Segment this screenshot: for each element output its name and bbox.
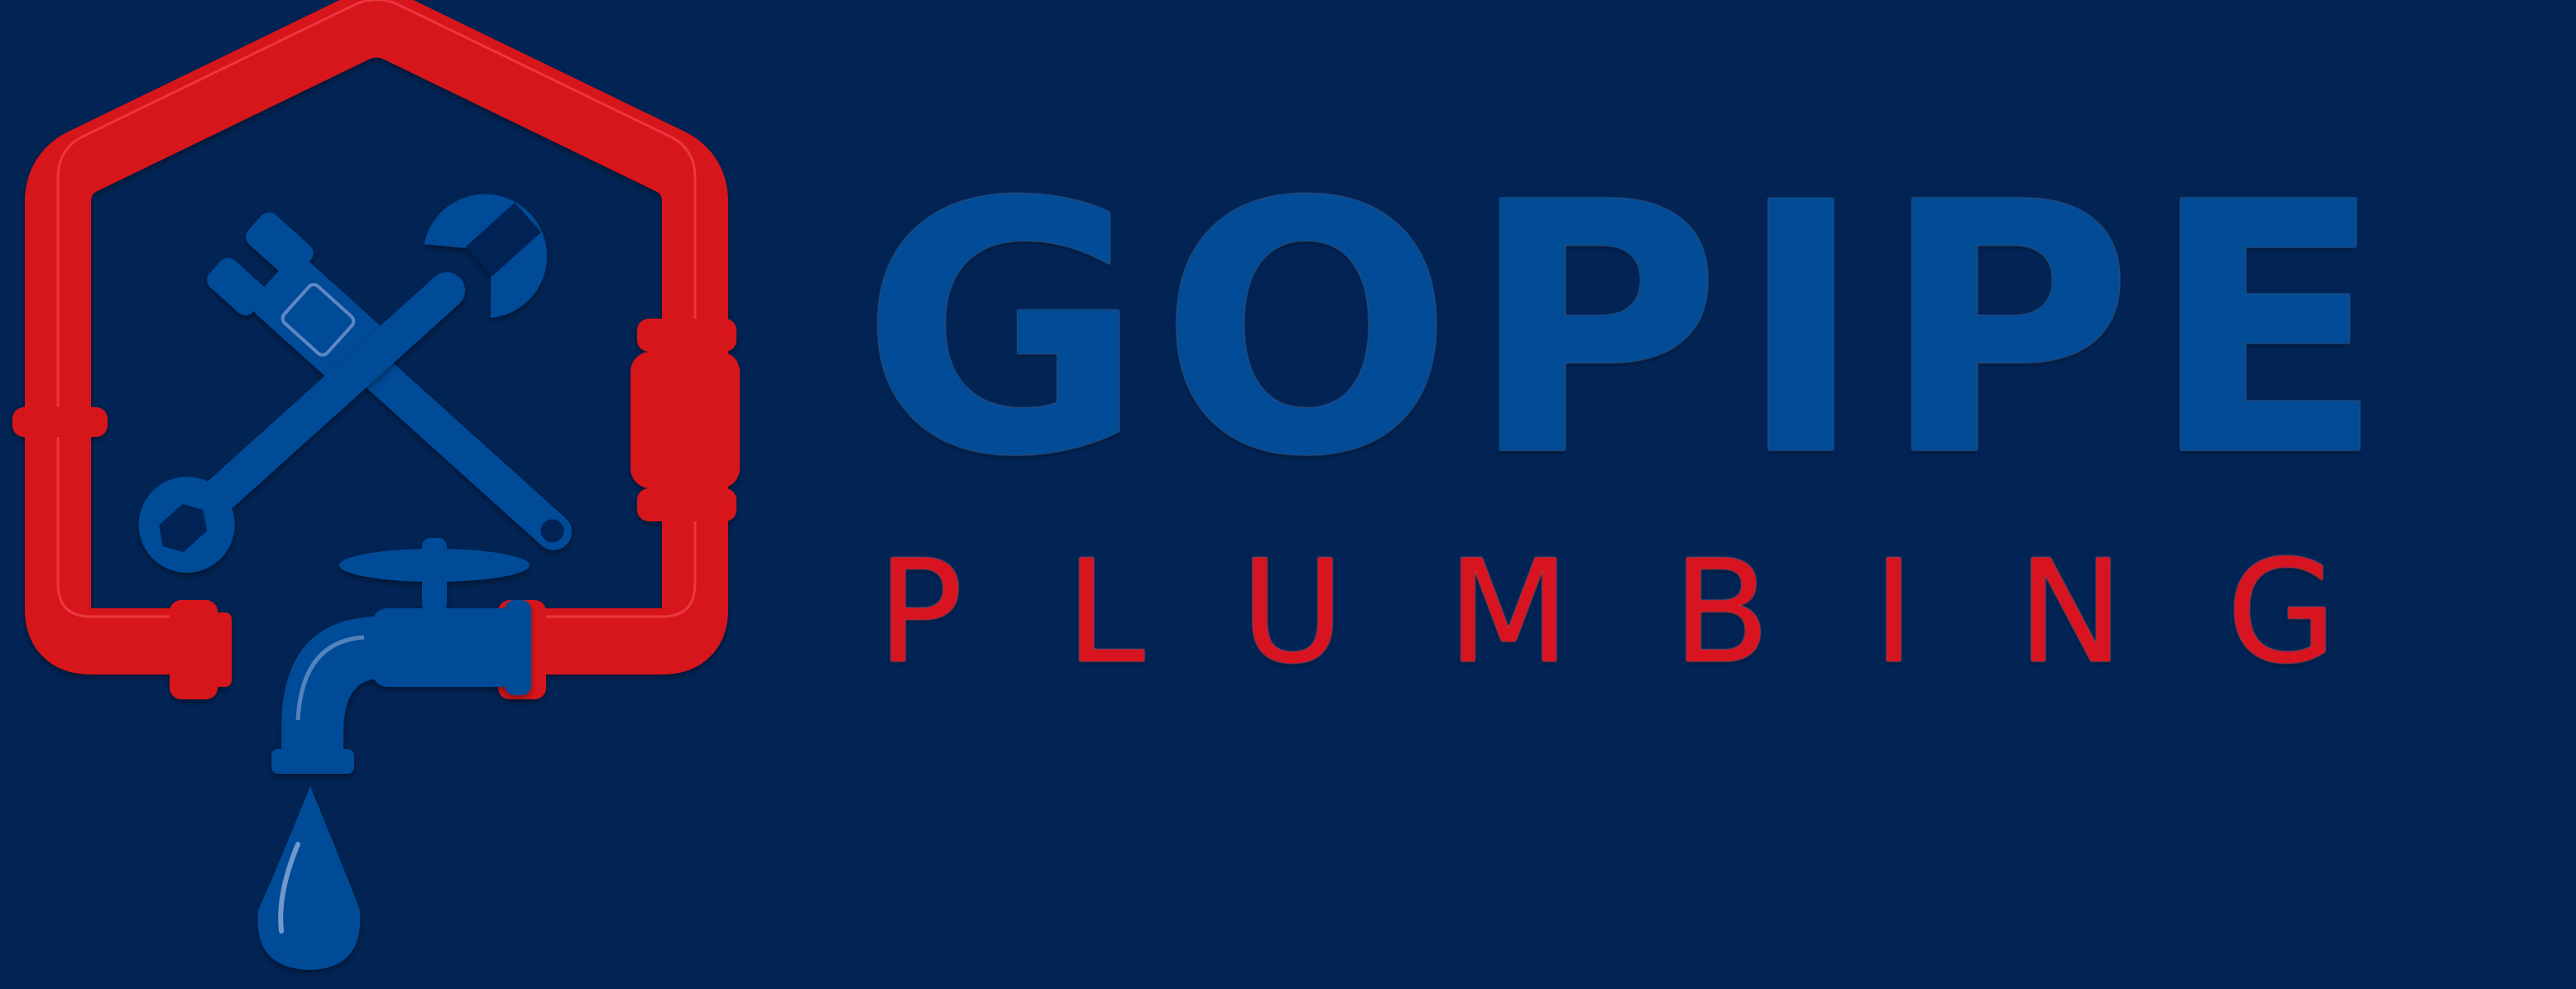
brand-name: GOPIPE xyxy=(861,129,2401,532)
spanner-icon xyxy=(109,169,573,603)
brand-tagline: PLUMBING xyxy=(877,529,2439,695)
plumbing-emblem xyxy=(0,0,761,989)
faucet-icon xyxy=(271,538,531,774)
water-drop-icon xyxy=(257,786,360,970)
wordmark xyxy=(861,129,2565,695)
